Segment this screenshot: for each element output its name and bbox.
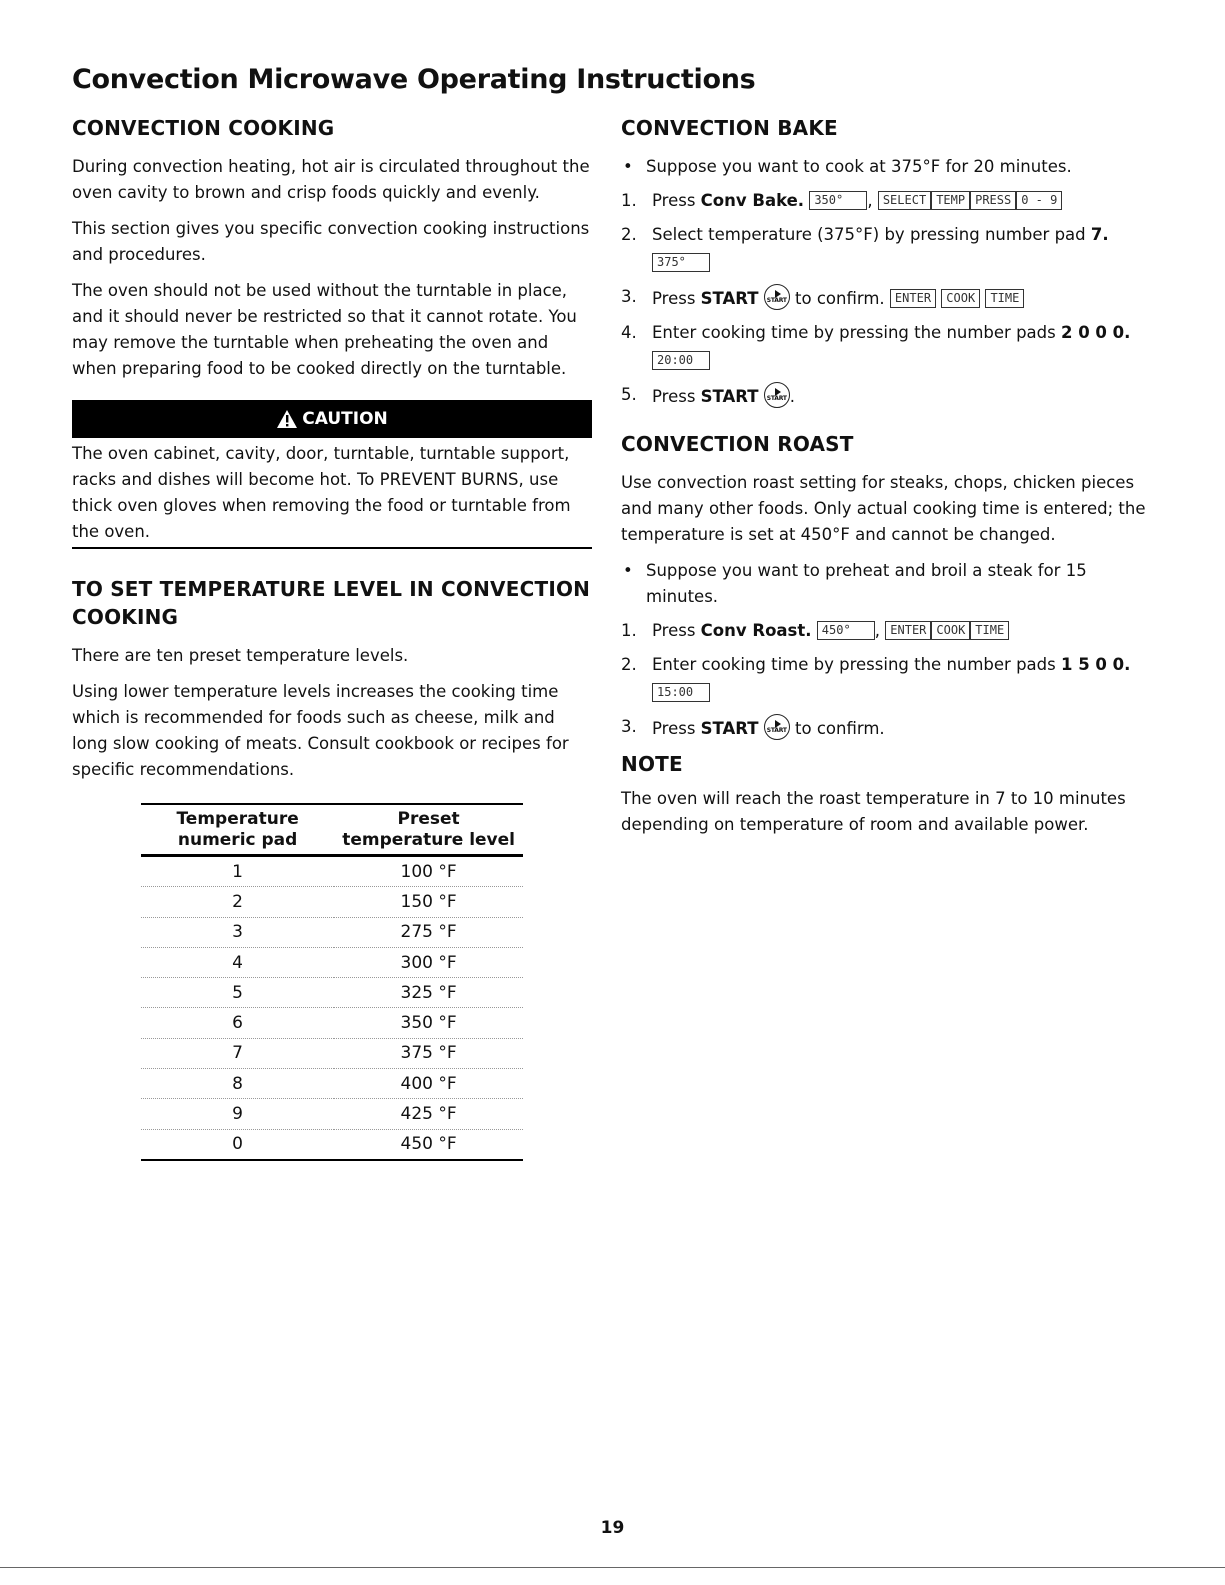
table-row — [141, 1069, 523, 1099]
step-key: 2 0 0 0. — [1060, 323, 1131, 342]
table-row — [141, 917, 523, 947]
step-number: 1. — [621, 191, 637, 210]
roast-step-3 — [621, 714, 1151, 742]
lcd-display: 375° — [652, 253, 710, 272]
step-text: Enter cooking time by pressing the number pads — [652, 655, 1061, 674]
level-cell: 450 °F — [400, 1134, 457, 1155]
step-key: START — [700, 387, 759, 406]
roast-step-2 — [621, 652, 1151, 706]
lcd-display: 20:00 — [652, 351, 710, 370]
level-cell: 400 °F — [334, 1069, 523, 1099]
lcd-display: 450° — [817, 621, 875, 640]
bake-bullet — [621, 154, 1151, 180]
page-title: Convection Microwave Operating Instructions — [72, 64, 756, 95]
caution-text: The oven cabinet, cavity, door, turntable, turntable support, racks and dishes will become hot. To PREVENT BURNS, use thick oven gloves when removing the food or turntable from the oven. — [72, 441, 592, 549]
step-number: 4. — [621, 323, 637, 342]
lcd-display: 0 - 9 — [1016, 191, 1062, 210]
table-row — [141, 887, 523, 917]
step-number: 5. — [621, 385, 637, 404]
pad-cell: 7 — [141, 1038, 334, 1068]
lcd-display: TIME — [970, 621, 1009, 640]
temperature-level-heading: TO SET TEMPERATURE LEVEL IN CONVECTION COOKING — [72, 577, 591, 629]
pad-cell: 9 — [141, 1099, 334, 1129]
step-key: START — [700, 289, 759, 308]
step-key: START — [700, 719, 759, 738]
table-row — [141, 1038, 523, 1068]
table-row — [141, 978, 523, 1008]
bullet-mark: • — [623, 561, 633, 580]
step-text: Press — [652, 289, 701, 308]
temperature-table — [141, 803, 523, 1161]
step-key: Conv Roast. — [700, 621, 812, 640]
intro-paragraph: During convection heating, hot air is circulated throughout the oven cavity to brown and crisp foods quickly and evenly. — [72, 157, 590, 202]
section-paragraph: This section gives you specific convection cooking instructions and procedures. — [72, 219, 590, 264]
step-text: to confirm. — [789, 289, 885, 308]
step-key: 7. — [1090, 225, 1109, 244]
lcd-display: TEMP — [931, 191, 970, 210]
roast-step-1 — [621, 618, 1151, 644]
lcd-display: 15:00 — [652, 683, 710, 702]
step-text: Enter cooking time by pressing the number pads — [652, 323, 1061, 342]
step-text: . — [789, 387, 796, 406]
caution-label: CAUTION — [302, 409, 388, 429]
caution-banner — [72, 400, 592, 438]
note-text: The oven will reach the roast temperature in 7 to 10 minutes depending on temperature of room and available power. — [621, 789, 1126, 834]
table-row — [141, 856, 523, 887]
step-text: Press — [652, 191, 701, 210]
bake-bullet-text: Suppose you want to cook at 375°F for 20 minutes. — [646, 157, 1072, 176]
step-number: 2. — [621, 655, 637, 674]
pad-cell: 8 — [141, 1069, 334, 1099]
bake-step-2 — [621, 222, 1151, 276]
table-row — [141, 947, 523, 977]
lower-temperature-paragraph: Using lower temperature levels increases the cooking time which is recommended for foods such as cheese, milk and long slow cooking of meats. Consult cookbook or recipes for specific recommendations. — [72, 682, 569, 779]
lcd-display: ENTER — [890, 289, 936, 308]
step-number: 2. — [621, 225, 637, 244]
level-cell: 425 °F — [334, 1099, 523, 1129]
warning-icon — [276, 409, 298, 429]
separator: , — [867, 191, 873, 210]
step-text: Press — [652, 621, 701, 640]
step-number: 1. — [621, 621, 637, 640]
lcd-display: COOK — [931, 621, 970, 640]
convection-cooking-heading: CONVECTION COOKING — [72, 116, 335, 140]
table-header-level: Preset temperature level — [334, 804, 523, 856]
bake-step-4 — [621, 320, 1151, 374]
step-text: Press — [652, 719, 701, 738]
lcd-display: 350° — [809, 191, 867, 210]
lcd-display: COOK — [941, 289, 980, 308]
table-row — [141, 1099, 523, 1129]
step-number: 3. — [621, 717, 637, 736]
step-key: 1 5 0 0. — [1060, 655, 1131, 674]
bullet-mark: • — [623, 157, 633, 176]
pad-cell: 4 — [141, 947, 334, 977]
step-key: Conv Bake. — [700, 191, 805, 210]
right-column — [621, 114, 1151, 848]
pad-cell: 6 — [141, 1008, 334, 1038]
roast-bullet-text: Suppose you want to preheat and broil a steak for 15 minutes. — [646, 561, 1087, 606]
lcd-display: SELECT — [878, 191, 931, 210]
preset-levels-paragraph: There are ten preset temperature levels. — [72, 646, 409, 665]
step-text: Select temperature (375°F) by pressing number pad — [652, 225, 1091, 244]
level-cell: 150 °F — [334, 887, 523, 917]
step-text: Press — [652, 387, 701, 406]
step-text: to confirm. — [789, 719, 885, 738]
bake-step-5 — [621, 382, 1151, 410]
turntable-paragraph: The oven should not be used without the turntable in place, and it should never be restricted so that it cannot rotate. You may remove the turntable when preheating the oven and when preparing food to be cooked directly on the turntable. — [72, 281, 577, 378]
level-cell: 300 °F — [334, 947, 523, 977]
roast-paragraph: Use convection roast setting for steaks, chops, chicken pieces and many other foods. Only actual cooking time is entered; the temperature is set at 450°F and cannot be changed. — [621, 473, 1146, 544]
start-button-icon: START — [764, 284, 790, 310]
level-cell: 375 °F — [334, 1038, 523, 1068]
step-number: 3. — [621, 287, 637, 306]
left-column — [72, 114, 592, 1161]
pad-cell: 5 — [141, 978, 334, 1008]
convection-bake-heading: CONVECTION BAKE — [621, 116, 838, 140]
start-button-icon: START — [764, 714, 790, 740]
level-cell: 350 °F — [334, 1008, 523, 1038]
level-cell: 275 °F — [334, 917, 523, 947]
pad-cell: 2 — [141, 887, 334, 917]
separator: , — [874, 621, 881, 640]
level-cell: 325 °F — [334, 978, 523, 1008]
level-cell: 100 °F — [334, 856, 523, 887]
footer-rule — [0, 1567, 1225, 1568]
roast-bullet — [621, 558, 1151, 610]
lcd-display: TIME — [985, 289, 1024, 308]
table-row — [141, 1129, 523, 1160]
start-button-icon: START — [764, 382, 790, 408]
table-row — [141, 1008, 523, 1038]
page-number: 19 — [600, 1518, 625, 1538]
note-heading: NOTE — [621, 752, 683, 776]
pad-cell: 1 — [141, 856, 334, 887]
lcd-display: PRESS — [970, 191, 1016, 210]
pad-cell: 3 — [141, 917, 334, 947]
bake-step-3 — [621, 284, 1151, 312]
table-header-pad: Temperature numeric pad — [141, 804, 334, 856]
lcd-display: ENTER — [885, 621, 931, 640]
bake-step-1 — [621, 188, 1151, 214]
pad-cell: 0 — [232, 1134, 243, 1155]
convection-roast-heading: CONVECTION ROAST — [621, 432, 854, 456]
